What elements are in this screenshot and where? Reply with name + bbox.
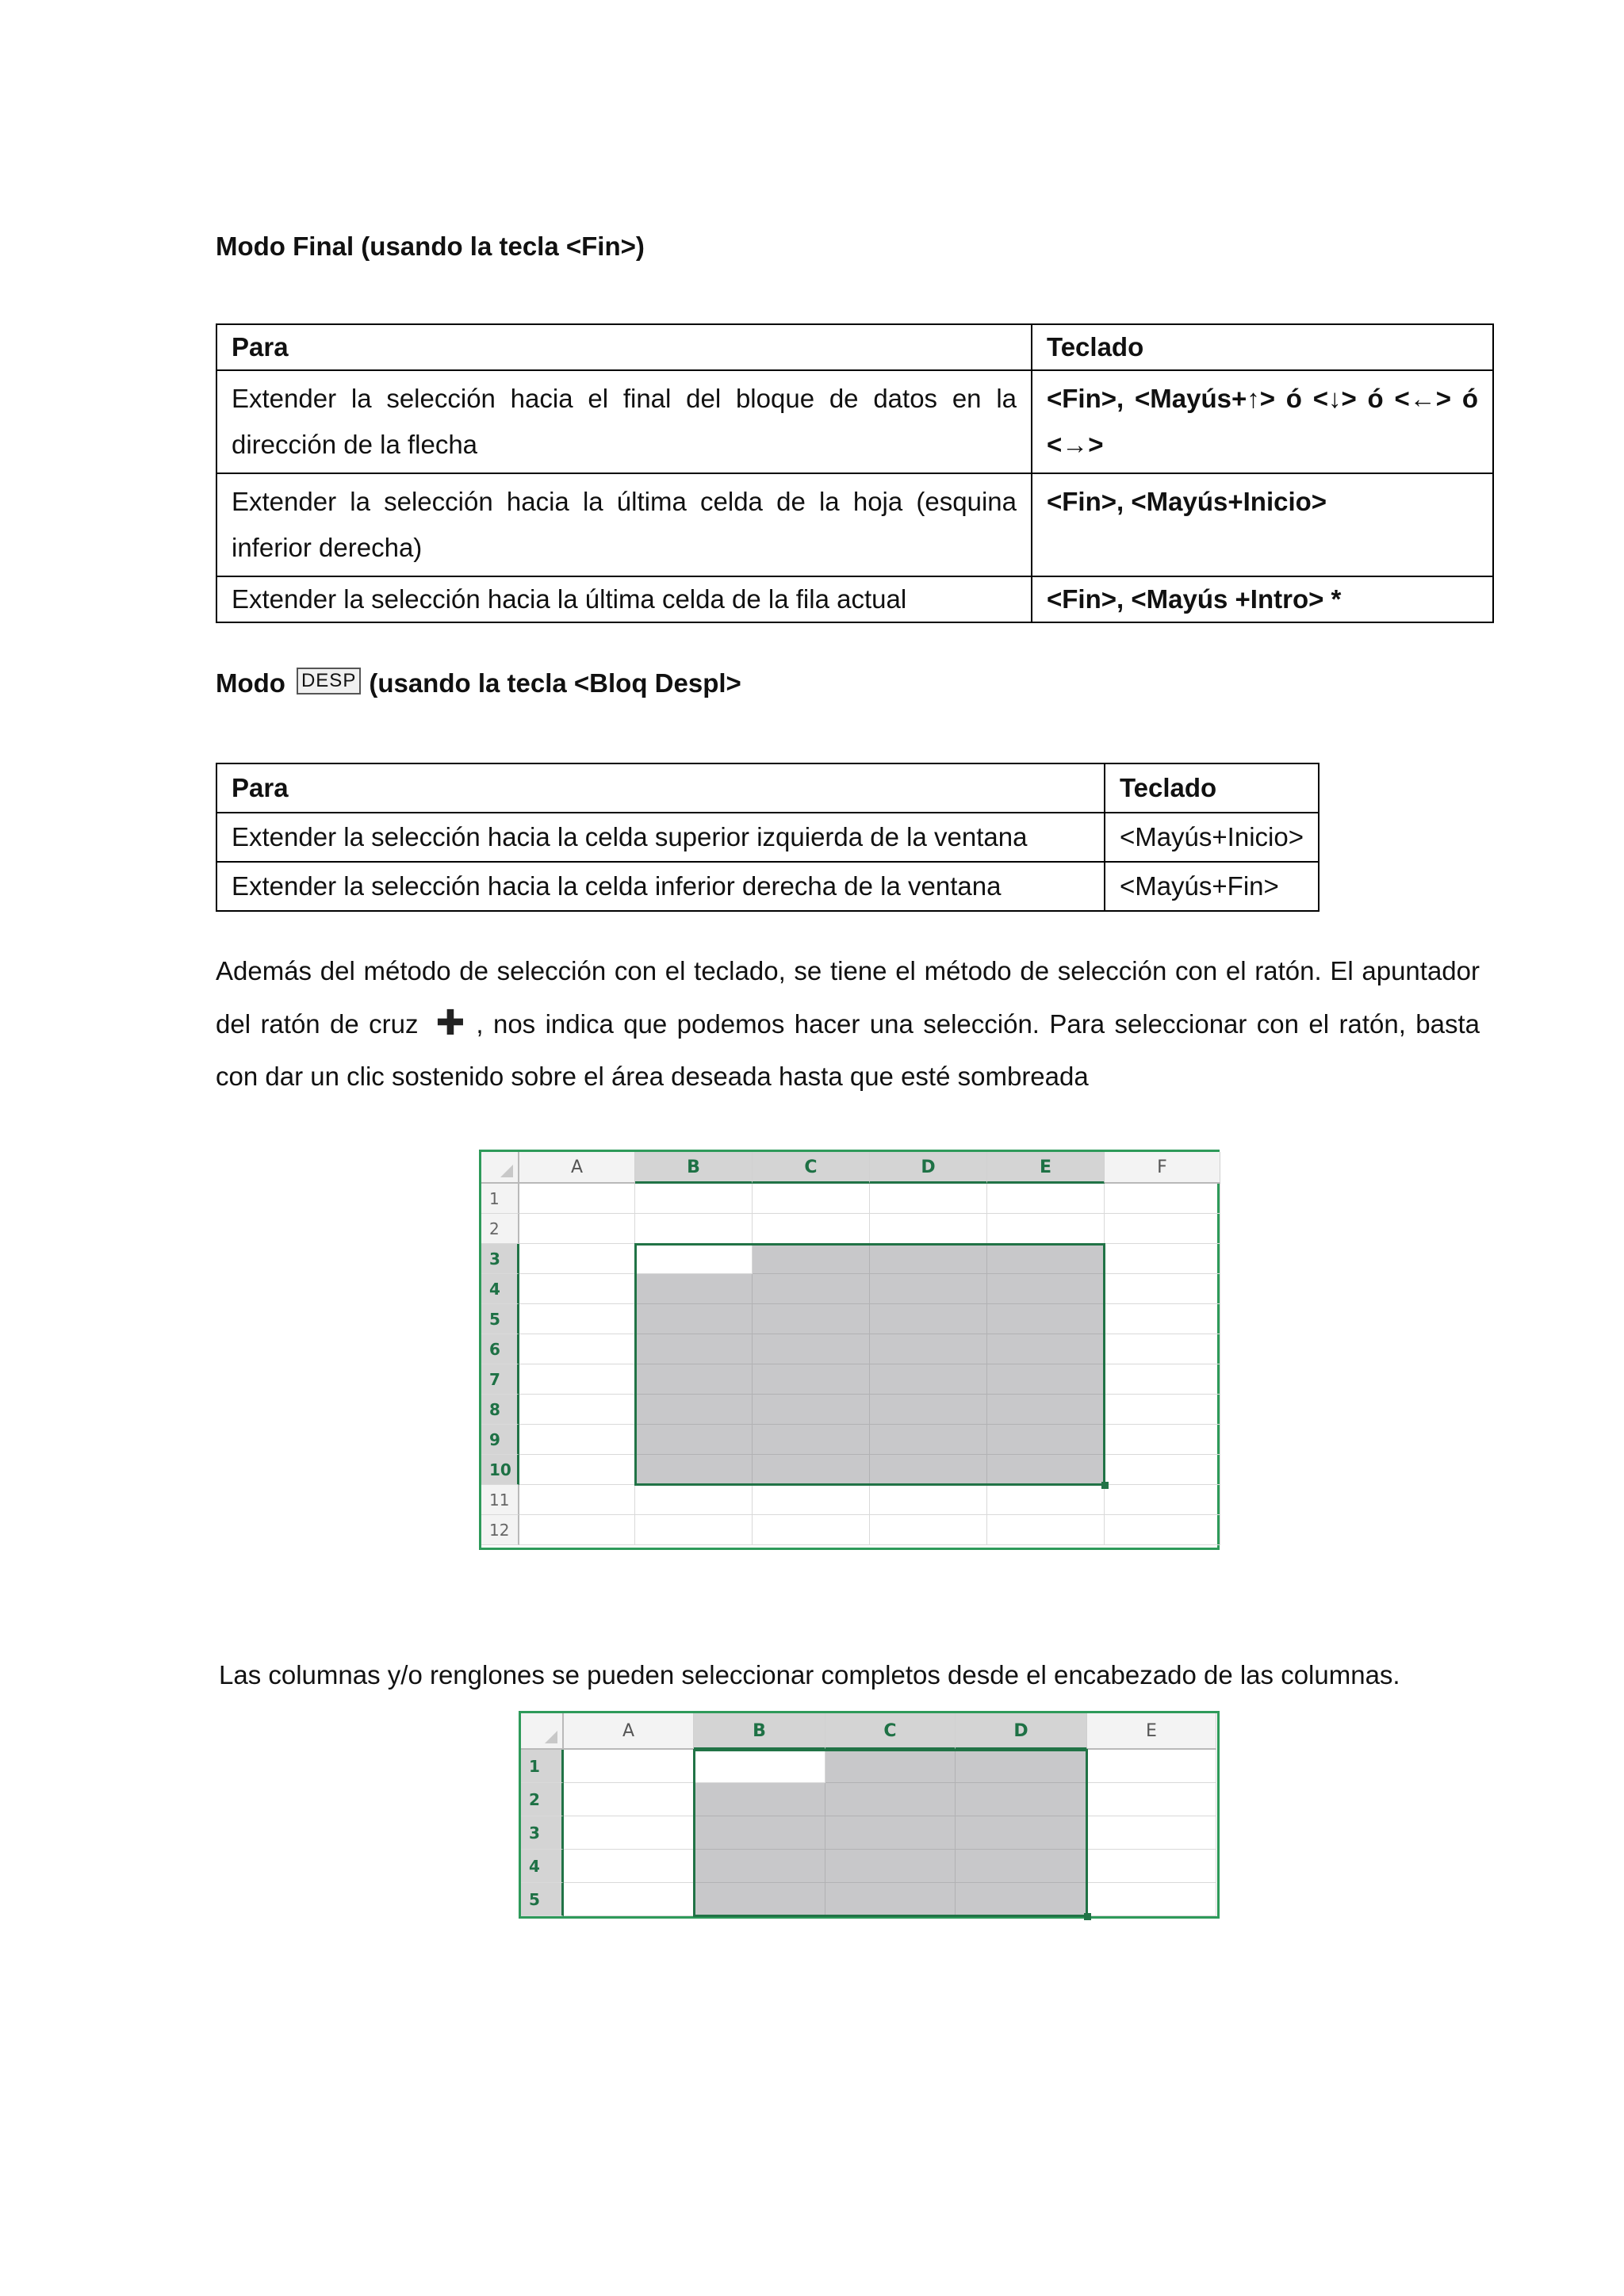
row-header-2[interactable]: 2 (481, 1214, 519, 1244)
row-header-2[interactable]: 2 (521, 1783, 564, 1816)
fill-handle[interactable] (1084, 1913, 1091, 1920)
cell-e12[interactable] (987, 1515, 1105, 1545)
column-header-d[interactable]: D (956, 1713, 1087, 1750)
row-description: Extender la selección hacia la celda superior izquierda de la ventana (216, 813, 1105, 862)
cell-a7[interactable] (519, 1364, 635, 1395)
cell-d2[interactable] (870, 1214, 987, 1244)
cell-f8[interactable] (1105, 1395, 1220, 1425)
row-description (216, 370, 1032, 473)
section-heading-modo-desp (216, 668, 741, 699)
cell-a12[interactable] (519, 1515, 635, 1545)
cell-f12[interactable] (1105, 1515, 1220, 1545)
row-keys (1032, 473, 1493, 576)
cell-e11[interactable] (987, 1485, 1105, 1515)
cell-d12[interactable] (870, 1515, 987, 1545)
spreadsheet-column-selection-image (519, 1711, 1220, 1919)
crosshair-cursor-icon: ✚ (435, 1004, 465, 1043)
cell-a4[interactable] (564, 1850, 694, 1883)
cell-e4[interactable] (1087, 1850, 1216, 1883)
cell-f2[interactable] (1105, 1214, 1220, 1244)
header-teclado: Teclado (1105, 763, 1319, 813)
table-row (216, 473, 1493, 576)
row-header-12[interactable]: 12 (481, 1515, 519, 1545)
modo-final-table (216, 323, 1494, 623)
row-header-3[interactable]: 3 (521, 1816, 564, 1850)
section-heading-modo-final: Modo Final (usando la tecla <Fin>) (216, 232, 645, 261)
cell-b2[interactable] (635, 1214, 753, 1244)
row-keys-line: <Fin>, <Mayús+↑> ó <↓> ó <←> ó (1047, 384, 1478, 413)
cell-a1[interactable] (519, 1184, 635, 1214)
row-keys (1032, 370, 1493, 473)
column-header-a[interactable]: A (564, 1713, 694, 1750)
row-header-7[interactable]: 7 (481, 1364, 519, 1395)
cell-a8[interactable] (519, 1395, 635, 1425)
spreadsheet-range-selection-image (479, 1150, 1220, 1550)
header-para: Para (216, 324, 1032, 370)
table-header-row (216, 763, 1319, 813)
cell-a2[interactable] (564, 1783, 694, 1816)
cell-f11[interactable] (1105, 1485, 1220, 1515)
table-row (216, 370, 1493, 473)
select-all-corner[interactable] (481, 1152, 519, 1184)
row-header-5[interactable]: 5 (481, 1304, 519, 1334)
heading-prefix: Modo (216, 668, 285, 698)
cell-b11[interactable] (635, 1485, 753, 1515)
paragraph-text: , nos indica que podemos hacer una selección. Para seleccionar con el ratón, basta con dar un clic sostenido sobre el área deseada hasta que esté sombreada (216, 1009, 1480, 1091)
row-keys-line: <Fin>, <Mayús+Inicio> (1047, 487, 1327, 516)
cell-b1[interactable] (635, 1184, 753, 1214)
cell-f9[interactable] (1105, 1425, 1220, 1455)
cell-d11[interactable] (870, 1485, 987, 1515)
cell-a5[interactable] (519, 1304, 635, 1334)
row-header-1[interactable]: 1 (481, 1184, 519, 1214)
cell-e5[interactable] (1087, 1883, 1216, 1916)
cell-a1[interactable] (564, 1750, 694, 1783)
row-description-line: Extender la selección hacia la última celda de la hoja (esquina (232, 487, 1017, 516)
cell-f1[interactable] (1105, 1184, 1220, 1214)
column-header-d[interactable]: D (870, 1152, 987, 1184)
cell-a9[interactable] (519, 1425, 635, 1455)
row-description (216, 576, 1032, 622)
cell-a2[interactable] (519, 1214, 635, 1244)
table-row (216, 862, 1319, 911)
cell-f6[interactable] (1105, 1334, 1220, 1364)
desp-indicator: DESP (297, 668, 361, 695)
selection-outline (634, 1243, 1105, 1486)
cell-a11[interactable] (519, 1485, 635, 1515)
column-header-f[interactable]: F (1105, 1152, 1220, 1184)
cell-e1[interactable] (1087, 1750, 1216, 1783)
cell-f4[interactable] (1105, 1274, 1220, 1304)
cell-f3[interactable] (1105, 1244, 1220, 1274)
cell-c2[interactable] (753, 1214, 870, 1244)
row-header-10[interactable]: 10 (481, 1455, 519, 1485)
cell-c12[interactable] (753, 1515, 870, 1545)
row-header-9[interactable]: 9 (481, 1425, 519, 1455)
header-para: Para (216, 763, 1105, 813)
row-header-5[interactable]: 5 (521, 1883, 564, 1916)
column-header-c[interactable]: C (753, 1152, 870, 1184)
row-header-3[interactable]: 3 (481, 1244, 519, 1274)
row-keys (1032, 576, 1493, 622)
mouse-selection-paragraph (216, 945, 1480, 1103)
cell-b12[interactable] (635, 1515, 753, 1545)
column-header-e[interactable]: E (987, 1152, 1105, 1184)
column-header-b[interactable]: B (694, 1713, 825, 1750)
selection-outline (693, 1749, 1088, 1917)
row-description-line: dirección de la flecha (232, 430, 478, 459)
table-header-row (216, 324, 1493, 370)
row-keys: <Mayús+Inicio> (1105, 813, 1319, 862)
fill-handle[interactable] (1101, 1482, 1109, 1489)
cell-a10[interactable] (519, 1455, 635, 1485)
row-keys-line: <→> (1047, 430, 1104, 459)
row-description-line: Extender la selección hacia la última celda de la fila actual (232, 584, 907, 614)
cell-f5[interactable] (1105, 1304, 1220, 1334)
cell-a5[interactable] (564, 1883, 694, 1916)
column-selection-paragraph: Las columnas y/o renglones se pueden seleccionar completos desde el encabezado de las columnas. (219, 1660, 1400, 1689)
modo-desp-table (216, 763, 1320, 912)
cell-c11[interactable] (753, 1485, 870, 1515)
paragraph-text: Además del método de selección con el teclado, se tiene el método de selección con el ratón. El apuntador del ratón de cruz (216, 956, 1480, 1039)
row-description: Extender la selección hacia la celda inferior derecha de la ventana (216, 862, 1105, 911)
column-header-c[interactable]: C (825, 1713, 956, 1750)
row-keys-line: <Fin>, <Mayús +Intro> * (1047, 584, 1342, 614)
cell-e3[interactable] (1087, 1816, 1216, 1850)
cell-a6[interactable] (519, 1334, 635, 1364)
cell-e2[interactable] (1087, 1783, 1216, 1816)
cell-c1[interactable] (753, 1184, 870, 1214)
column-header-a[interactable]: A (519, 1152, 635, 1184)
cell-e2[interactable] (987, 1214, 1105, 1244)
row-header-4[interactable]: 4 (521, 1850, 564, 1883)
header-teclado: Teclado (1032, 324, 1493, 370)
row-header-1[interactable]: 1 (521, 1750, 564, 1783)
cell-a3[interactable] (564, 1816, 694, 1850)
row-description-line: inferior derecha) (232, 533, 423, 562)
select-all-corner[interactable] (521, 1713, 564, 1750)
cell-f7[interactable] (1105, 1364, 1220, 1395)
table-row (216, 813, 1319, 862)
column-header-b[interactable]: B (635, 1152, 753, 1184)
column-header-e[interactable]: E (1087, 1713, 1216, 1750)
cell-f10[interactable] (1105, 1455, 1220, 1485)
cell-d1[interactable] (870, 1184, 987, 1214)
table-row (216, 576, 1493, 622)
cell-a4[interactable] (519, 1274, 635, 1304)
heading-suffix: (usando la tecla <Bloq Despl> (369, 668, 741, 698)
row-description-line: Extender la selección hacia el final del bloque de datos en la (232, 384, 1017, 413)
row-keys: <Mayús+Fin> (1105, 862, 1319, 911)
row-header-6[interactable]: 6 (481, 1334, 519, 1364)
row-description (216, 473, 1032, 576)
row-header-11[interactable]: 11 (481, 1485, 519, 1515)
row-header-4[interactable]: 4 (481, 1274, 519, 1304)
cell-e1[interactable] (987, 1184, 1105, 1214)
cell-a3[interactable] (519, 1244, 635, 1274)
row-header-8[interactable]: 8 (481, 1395, 519, 1425)
